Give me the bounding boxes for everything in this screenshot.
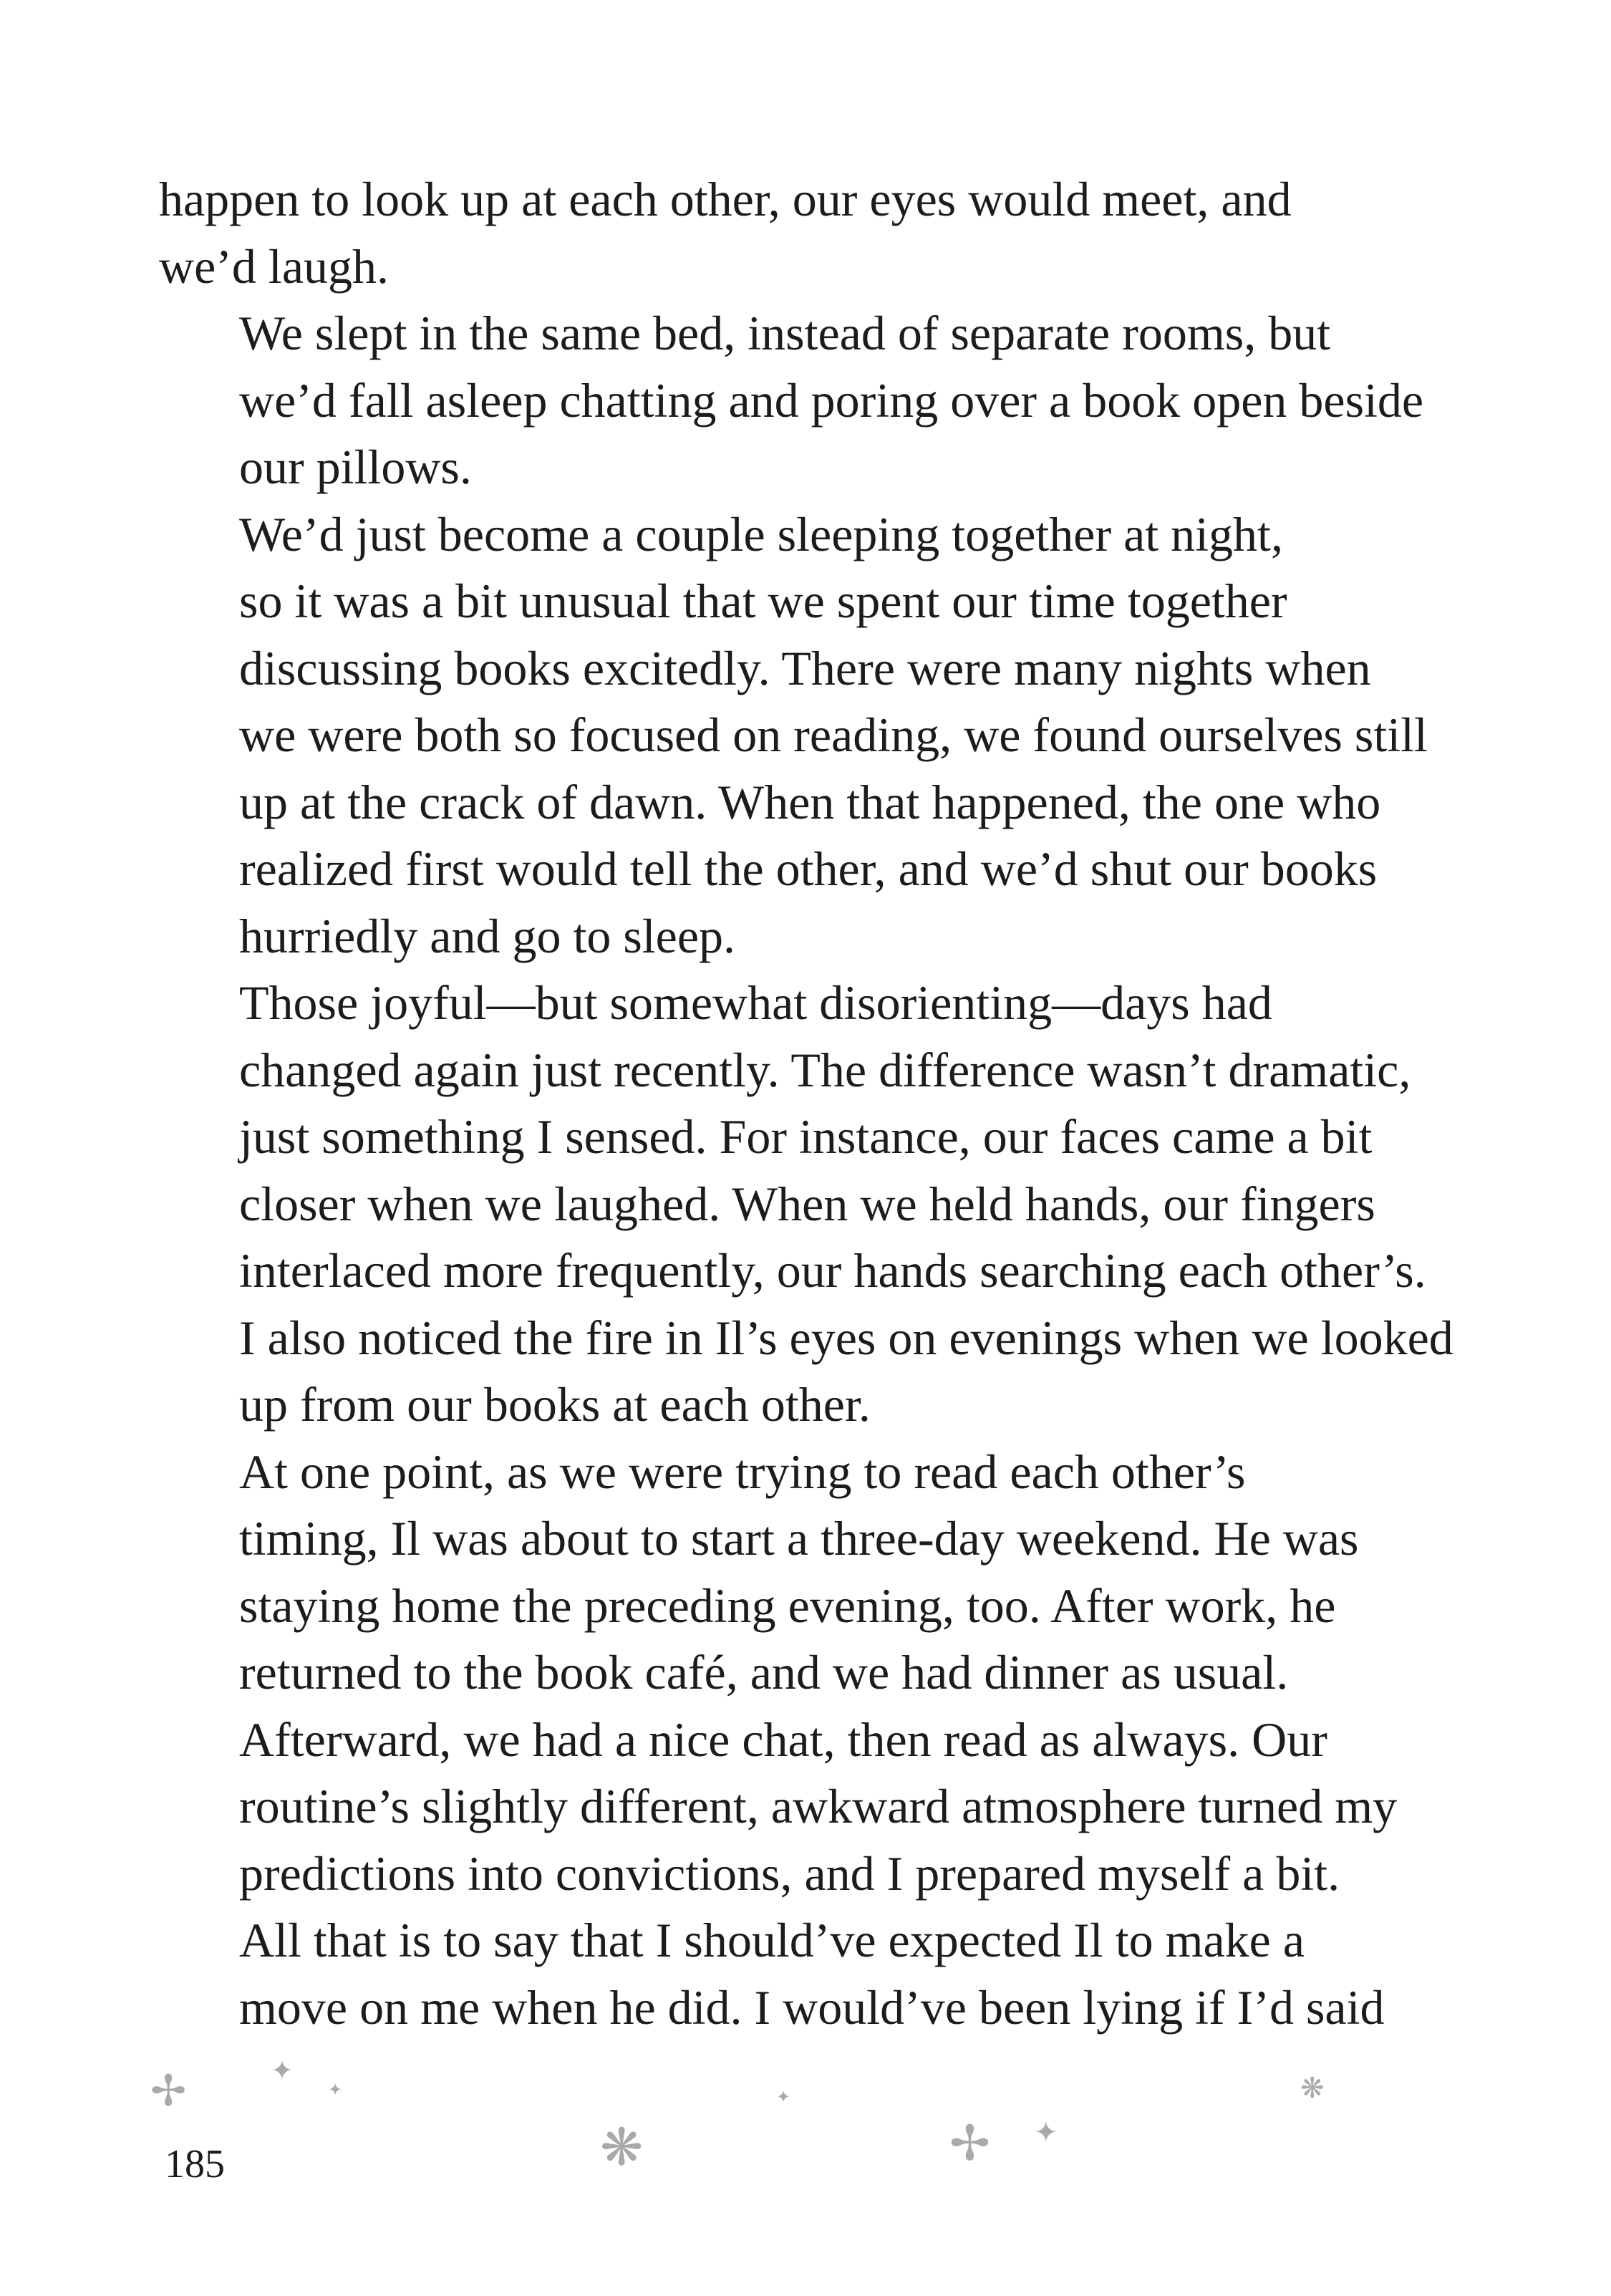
text-line: move on me when he did. I would’ve been lying if I’d said: [239, 1979, 1385, 2035]
text-line: All that is to say that I should’ve expected Il to make a: [239, 1913, 1305, 1967]
cross-sparkle-icon: ✢: [949, 2116, 990, 2172]
four-point-star-icon: ✦: [271, 2055, 294, 2086]
paragraph: [159, 501, 1448, 970]
text-line: We’d just become a couple sleeping together at night,: [239, 506, 1283, 561]
text-line: we were both so focused on reading, we found ourselves still: [239, 708, 1428, 762]
text-line: I also noticed the fire in Il’s eyes on evenings when we looked: [239, 1310, 1453, 1365]
small-diamond-sparkle-icon: ✦: [328, 2080, 343, 2100]
small-diamond-sparkle-icon: ✦: [776, 2087, 791, 2107]
text-line: changed again just recently. The difference wasn’t dramatic,: [239, 1042, 1411, 1097]
paragraph: [159, 970, 1453, 1439]
text-line: we’d fall asleep chatting and poring over a book open beside: [239, 372, 1424, 428]
text-line: returned to the book café, and we had dinner as usual.: [239, 1645, 1289, 1699]
text-line: We slept in the same bed, instead of separate rooms, but: [239, 306, 1331, 360]
text-line: discussing books excitedly. There were many nights when: [239, 640, 1371, 695]
text-line: Those joyful—but somewhat disorienting—days had: [239, 975, 1272, 1030]
text-line: At one point, as we were trying to read each other’s: [239, 1444, 1246, 1499]
four-point-star-icon: ✦: [1034, 2116, 1058, 2149]
paragraph: [159, 300, 1448, 501]
text-line: up from our books at each other.: [239, 1377, 871, 1432]
cross-sparkle-icon: ✢: [150, 2066, 187, 2116]
snowflake-icon: ❋: [1300, 2072, 1325, 2105]
text-line: our pillows.: [239, 440, 472, 494]
text-line: interlaced more frequently, our hands searching each other’s.: [239, 1243, 1426, 1298]
text-line: hurriedly and go to sleep.: [239, 908, 736, 963]
text-line: Afterward, we had a nice chat, then read as always. Our: [239, 1712, 1327, 1767]
snowflake-icon: ❋: [600, 2117, 644, 2177]
page-number: 185: [165, 2142, 225, 2186]
text-line: routine’s slightly different, awkward atmosphere turned my: [239, 1779, 1398, 1833]
text-line: timing, Il was about to start a three-day weekend. He was: [239, 1511, 1359, 1566]
text-line: predictions into convictions, and I prepared myself a bit.: [239, 1846, 1340, 1901]
text-line: we’d laugh.: [159, 238, 390, 294]
text-line: just something I sensed. For instance, our faces came a bit: [239, 1109, 1373, 1164]
text-line: happen to look up at each other, our eyes would meet, and: [159, 172, 1292, 226]
text-line: closer when we laughed. When we held hands, our fingers: [239, 1176, 1375, 1231]
paragraph: [159, 1907, 1448, 2041]
body-text: [159, 166, 1453, 2041]
text-line: up at the crack of dawn. When that happened, the one who: [239, 774, 1381, 829]
text-line: so it was a bit unusual that we spent our time together: [239, 574, 1287, 628]
paragraph: [159, 166, 1448, 300]
text-line: staying home the preceding evening, too. After work, he: [239, 1578, 1336, 1633]
text-line: realized first would tell the other, and we’d shut our books: [239, 841, 1378, 896]
paragraph: [159, 1439, 1448, 1908]
